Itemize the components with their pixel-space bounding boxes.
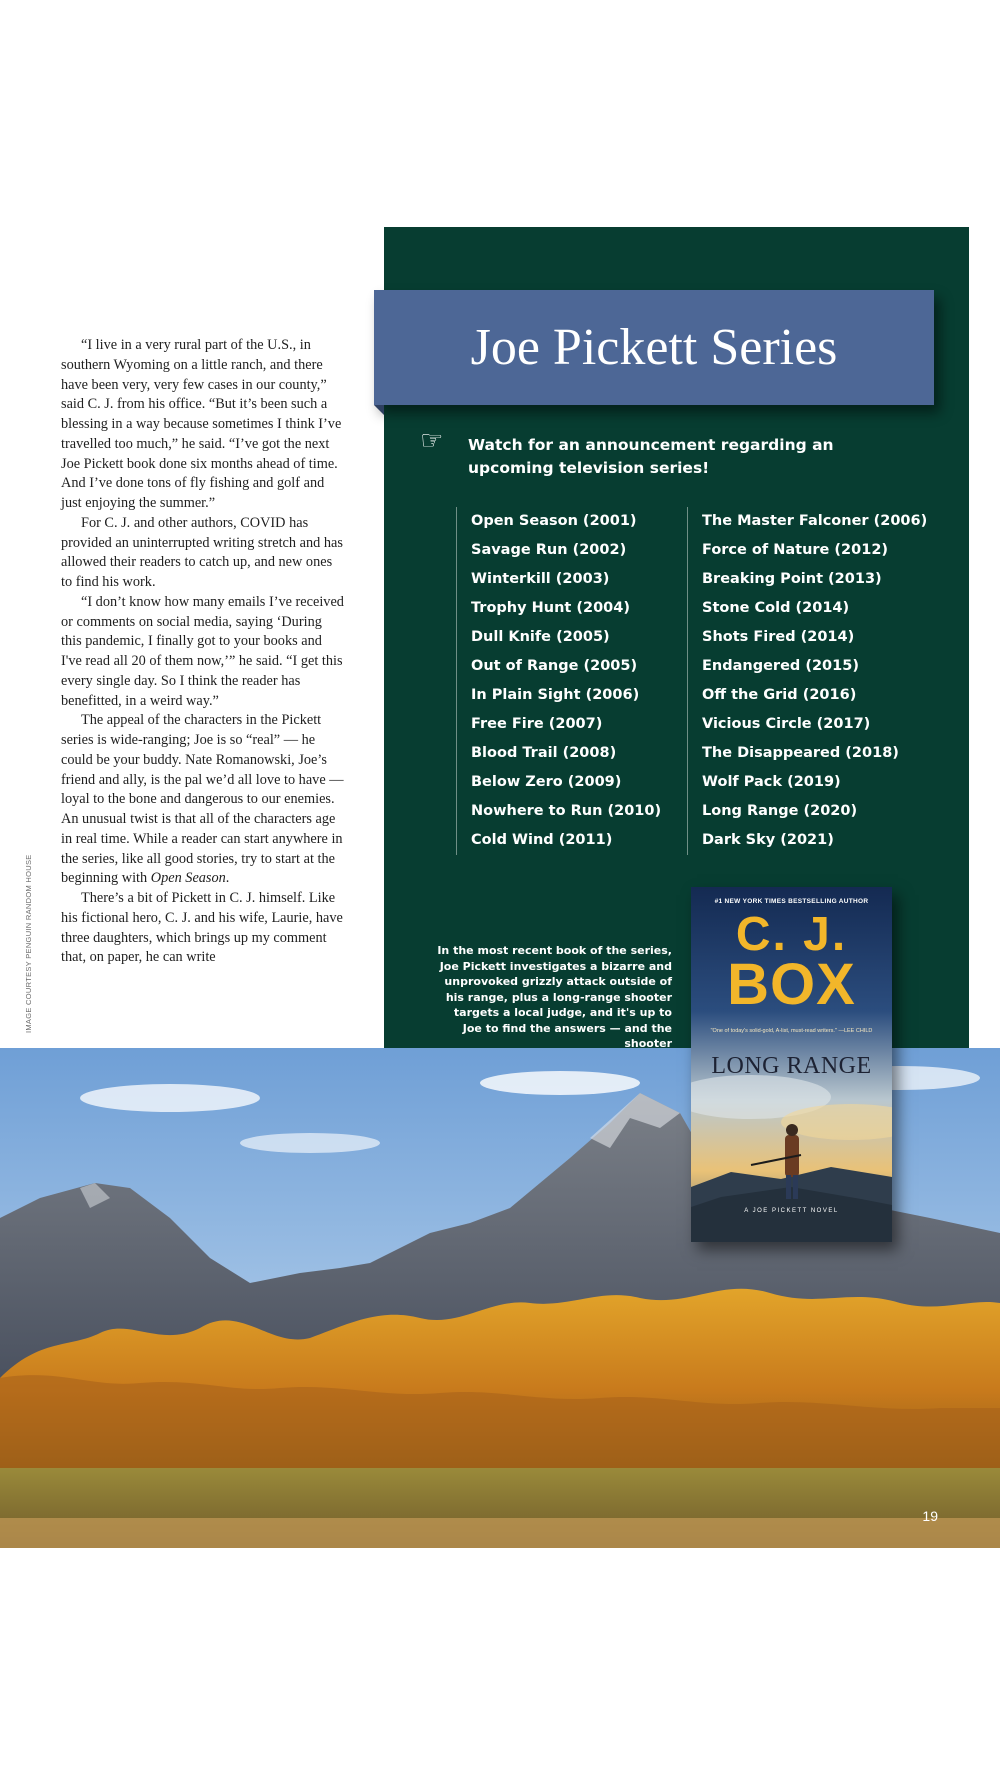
cover-author-initials: C. J. (735, 908, 848, 961)
book-title: Wolf Pack (2019) (702, 774, 841, 790)
article-paragraph: “I don’t know how many emails I’ve received or comments on social media, saying ‘During this pandemic, I finally got to your books and I've read all 20 of them now,’” he said. “I get this every single day. So I think the reader has benefitted, in a weird way.” (61, 593, 344, 709)
book-title: Shots Fired (2014) (702, 629, 855, 645)
cover-author-surname: BOX (727, 952, 856, 1017)
book-title: Blood Trail (2008) (471, 745, 617, 761)
book-cover-image (691, 887, 892, 1242)
cover-title: LONG RANGE (711, 1053, 872, 1079)
cover-blurb: "One of today's solid-gold, A-list, must-read writers." —LEE CHILD (710, 1028, 873, 1034)
book-title: Winterkill (2003) (471, 571, 610, 587)
book-title: Dull Knife (2005) (471, 629, 610, 645)
title-banner (374, 290, 934, 405)
book-title: Out of Range (2005) (471, 658, 638, 674)
book-title: Vicious Circle (2017) (702, 716, 871, 732)
pointing-hand-icon: ☞ (420, 426, 444, 456)
article-paragraph-text: The appeal of the characters in the Pickett series is wide-ranging; Joe is so “real” — he could be your buddy. Nate Romanowski, Joe’s friend and ally, is the pal we’d all love to have — loyal to the bone and dangerous to our enemies. An unusual twist is that all of the characters age in real time. While a reader can start anywhere in the series, like all good stories, try to start at the beginning with (61, 712, 344, 887)
article-body (61, 336, 345, 968)
article-paragraph: There’s a bit of Pickett in C. J. himself. Like his fictional hero, C. J. and his wife, Laurie, have three daughters, which brings up my comment that, on paper, he can write (61, 890, 343, 966)
book-title: Endangered (2015) (702, 658, 859, 674)
cover-caption: In the most recent book of the series, Joe Pickett investigates a bizarre and unprovoked grizzly attack outside of his range, plus a long-range shooter targets a local judge, and it's up to Joe to find the answers — and the shooter (437, 944, 672, 1050)
article-punctuation: . (225, 870, 230, 887)
book-title: Stone Cold (2014) (702, 600, 850, 616)
book-title: Savage Run (2002) (471, 542, 627, 558)
book-title: Off the Grid (2016) (702, 687, 857, 703)
book-title: Open Season (2001) (471, 513, 637, 529)
sidebar-title: Joe Pickett Series (470, 319, 838, 376)
page-number: 19 (922, 1508, 938, 1524)
book-title: Force of Nature (2012) (702, 542, 889, 558)
book-list-left (456, 507, 691, 855)
article-paragraph: “I live in a very rural part of the U.S., in southern Wyoming on a little ranch, and there have been very, very few cases in our county,” said C. J. from his office. “But it’s been such a blessing in a way because sometimes I think I’ve travelled too much,” he said. “I’ve got the next Joe Pickett book done six months ahead of time. And I’ve done tons of fly fishing and golf and just enjoying the summer.” (61, 337, 342, 511)
article-paragraph (61, 711, 345, 889)
book-title: Dark Sky (2021) (702, 832, 834, 848)
book-title: The Disappeared (2018) (702, 745, 899, 761)
cover-series-label: A JOE PICKETT NOVEL (744, 1208, 839, 1214)
book-title: Cold Wind (2011) (471, 832, 613, 848)
book-title: Nowhere to Run (2010) (471, 803, 662, 819)
book-title: The Master Falconer (2006) (702, 513, 928, 529)
banner-fold (374, 405, 384, 415)
book-title: In Plain Sight (2006) (471, 687, 640, 703)
cover-tagline: #1 NEW YORK TIMES BESTSELLING AUTHOR (714, 898, 869, 905)
book-title: Trophy Hunt (2004) (471, 600, 630, 616)
book-title: Free Fire (2007) (471, 716, 603, 732)
book-title: Below Zero (2009) (471, 774, 622, 790)
book-list-right (687, 507, 928, 855)
photo-credit: IMAGE COURTESY PENGUIN RANDOM HOUSE (24, 854, 33, 1033)
book-title-reference: Open Season (150, 870, 226, 887)
book-title: Breaking Point (2013) (702, 571, 882, 587)
article-paragraph: For C. J. and other authors, COVID has provided an uninterrupted writing stretch and has allowed their readers to catch up, and new ones to find his work. (61, 514, 343, 590)
announcement-text: Watch for an announcement regarding an upcoming television series! (468, 436, 834, 477)
book-title: Long Range (2020) (702, 803, 858, 819)
